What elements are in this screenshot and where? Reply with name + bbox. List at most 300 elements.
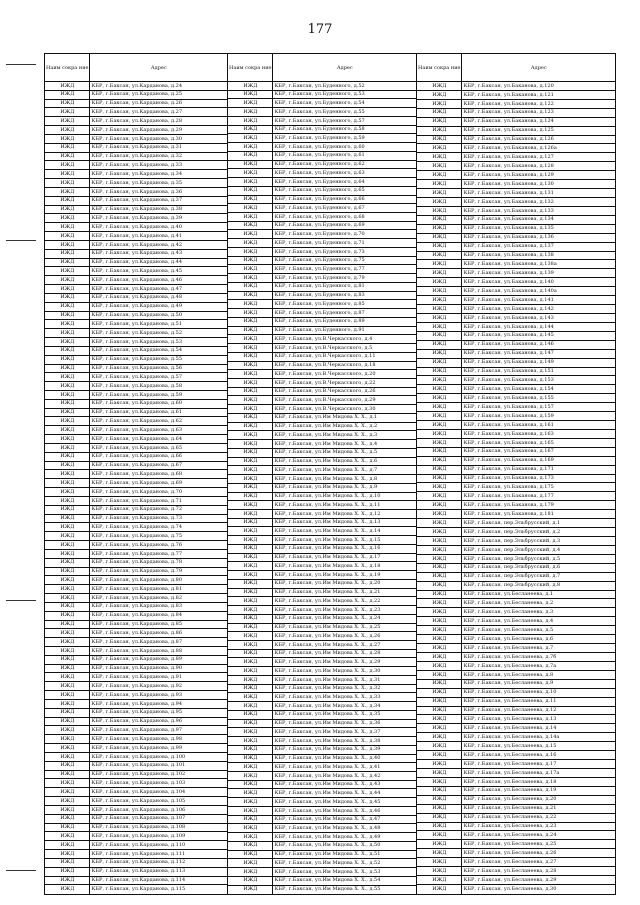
table-row: [417, 733, 616, 742]
table-row: [228, 247, 417, 256]
row-address: КБР, г.Баксан, ул.Буденного, д.83: [273, 291, 417, 300]
table-row: [228, 178, 417, 187]
table-row: [45, 532, 228, 541]
row-type: ИЖД: [228, 405, 273, 414]
row-address: КБР, г.Баксан, ул.Карданова, д.27: [90, 108, 228, 117]
row-type: ИЖД: [228, 151, 273, 160]
row-address: КБР, г.Баксан, ул.Карданова, д.61: [90, 408, 228, 417]
row-address: КБР, г.Баксан, ул.Баканова, д.165: [462, 438, 616, 447]
row-type: ИЖД: [45, 602, 90, 611]
table-row: [417, 563, 616, 572]
row-address: КБР, г.Баксан, ул.Баканова, д.151: [462, 367, 616, 376]
row-address: КБР, г.Баксан, ул.Им Мидова Х. Х., д.1: [273, 413, 417, 422]
table-row: [45, 629, 228, 638]
table-row: [417, 626, 616, 635]
row-address: КБР, г.Баксан, ул.Карданова, д.64: [90, 435, 228, 444]
table-row: [45, 232, 228, 241]
table-row: [45, 179, 228, 188]
row-address: КБР, г.Баксан, ул.В.Черкасского, д.20: [273, 370, 417, 379]
row-type: ИЖД: [417, 537, 462, 546]
row-type: ИЖД: [45, 823, 90, 832]
table-row: [228, 693, 417, 702]
row-type: ИЖД: [417, 305, 462, 314]
row-address: КБР, г.Баксан, ул.Баканова, д.134: [462, 215, 616, 224]
row-address: КБР, г.Баксан, ул.Карданова, д.40: [90, 223, 228, 232]
row-address: КБР, г.Баксан, ул.Им Мидова Х. Х., д.43: [273, 780, 417, 789]
table-row: [45, 408, 228, 417]
row-type: ИЖД: [228, 291, 273, 300]
table-row: [417, 635, 616, 644]
table-row: [417, 421, 616, 430]
row-address: КБР, г.Баксан, ул.Баканова, д.121: [462, 90, 616, 99]
row-address: КБР, г.Баксан, ул.Бесланеева, д.23: [462, 822, 616, 831]
row-address: КБР, г.Баксан, ул.Бесланеева, д.7а: [462, 661, 616, 670]
row-type: ИЖД: [417, 197, 462, 206]
row-address: КБР, г.Баксан, пер.Эльбрусский, д.6: [462, 563, 616, 572]
row-address: КБР, г.Баксан, ул.Им Мидова Х. Х., д.2: [273, 422, 417, 431]
table-row: [228, 291, 417, 300]
row-type: ИЖД: [417, 82, 462, 91]
table-row: [228, 143, 417, 152]
table-row: [45, 461, 228, 470]
row-type: ИЖД: [228, 125, 273, 134]
table-row: [228, 300, 417, 309]
row-type: ИЖД: [417, 394, 462, 403]
table-row: [228, 702, 417, 711]
row-type: ИЖД: [228, 710, 273, 719]
row-type: ИЖД: [228, 457, 273, 466]
row-address: КБР, г.Баксан, ул.Карданова, д.74: [90, 523, 228, 532]
row-address: КБР, г.Баксан, ул.Карданова, д.55: [90, 355, 228, 364]
row-address: КБР, г.Баксан, ул.Буденного, д.58: [273, 125, 417, 134]
row-address: КБР, г.Баксан, ул.Карданова, д.84: [90, 611, 228, 620]
table-row: [228, 195, 417, 204]
row-address: КБР, г.Баксан, ул.Баканова, д.167: [462, 447, 616, 456]
row-type: ИЖД: [417, 153, 462, 162]
table-row: [45, 99, 228, 108]
table-row: [228, 405, 417, 414]
row-address: КБР, г.Баксан, ул.Карданова, д.36: [90, 187, 228, 196]
row-address: КБР, г.Баксан, ул.Буденного, д.70: [273, 230, 417, 239]
row-type: ИЖД: [417, 804, 462, 813]
table-row: [45, 364, 228, 373]
table-row: [228, 806, 417, 815]
row-type: ИЖД: [417, 456, 462, 465]
row-address: КБР, г.Баксан, ул.Им Мидова Х. Х., д.25: [273, 623, 417, 632]
table-row: [45, 117, 228, 126]
table-row: [417, 189, 616, 198]
row-address: КБР, г.Баксан, ул.Карданова, д.109: [90, 832, 228, 841]
table-row: [45, 823, 228, 832]
row-type: ИЖД: [417, 545, 462, 554]
row-type: ИЖД: [228, 789, 273, 798]
row-type: ИЖД: [45, 117, 90, 126]
row-address: КБР, г.Баксан, ул.Баканова, д.147: [462, 349, 616, 358]
table-row: [45, 126, 228, 135]
row-type: ИЖД: [417, 644, 462, 653]
table-row: [228, 213, 417, 222]
table-row: [228, 667, 417, 676]
row-type: ИЖД: [228, 178, 273, 187]
table-row: [45, 382, 228, 391]
table-row: [417, 233, 616, 242]
row-address: КБР, г.Баксан, ул.Им Мидова Х. Х., д.10: [273, 492, 417, 501]
table-row: [417, 180, 616, 189]
table-row: [417, 82, 616, 91]
table-row: [228, 649, 417, 658]
table-row: [417, 554, 616, 563]
row-type: ИЖД: [45, 461, 90, 470]
row-address: КБР, г.Баксан, ул.Карданова, д.110: [90, 841, 228, 850]
table-row: [228, 352, 417, 361]
row-type: ИЖД: [45, 744, 90, 753]
row-address: КБР, г.Баксан, ул.Бесланеева, д.16: [462, 751, 616, 760]
row-type: ИЖД: [228, 623, 273, 632]
table-row: [417, 884, 616, 894]
table-row: [417, 99, 616, 108]
address-table-1: [44, 53, 228, 895]
row-address: КБР, г.Баксан, ул.Им Мидова Х. Х., д.54: [273, 876, 417, 885]
row-address: КБР, г.Баксан, ул.Баканова, д.140а: [462, 287, 616, 296]
table-row: [228, 859, 417, 868]
table-row: [228, 492, 417, 501]
table-row: [45, 779, 228, 788]
row-type: ИЖД: [228, 448, 273, 457]
table-row: [45, 214, 228, 223]
table-row: [228, 466, 417, 475]
table-row: [45, 143, 228, 152]
row-type: ИЖД: [45, 832, 90, 841]
row-type: ИЖД: [417, 126, 462, 135]
row-address: КБР, г.Баксан, ул.Баканова, д.181: [462, 510, 616, 519]
table-row: [417, 724, 616, 733]
table-row: [228, 151, 417, 160]
row-type: ИЖД: [228, 387, 273, 396]
row-type: ИЖД: [417, 581, 462, 590]
row-address: КБР, г.Баксан, ул.Карданова, д.81: [90, 585, 228, 594]
table-row: [45, 752, 228, 761]
row-address: КБР, г.Баксан, ул.Баканова, д.155: [462, 394, 616, 403]
table-row: [228, 571, 417, 580]
row-type: ИЖД: [228, 702, 273, 711]
row-address: КБР, г.Баксан, ул.В.Черкасского, д.26: [273, 387, 417, 396]
table-row: [45, 240, 228, 249]
table-row: [417, 287, 616, 296]
table-row: [228, 90, 417, 99]
row-address: КБР, г.Баксан, ул.Баканова, д.130: [462, 180, 616, 189]
row-type: ИЖД: [45, 187, 90, 196]
row-address: КБР, г.Баксан, ул.Карданова, д.102: [90, 770, 228, 779]
row-type: ИЖД: [45, 258, 90, 267]
row-address: КБР, г.Баксан, ул.Им Мидова Х. Х., д.37: [273, 728, 417, 737]
row-type: ИЖД: [417, 349, 462, 358]
row-type: ИЖД: [417, 242, 462, 251]
row-address: КБР, г.Баксан, ул.Бесланеева, д.21: [462, 804, 616, 813]
row-address: КБР, г.Баксан, ул.Им Мидова Х. Х., д.12: [273, 509, 417, 518]
row-address: КБР, г.Баксан, ул.Бесланеева, д.10: [462, 688, 616, 697]
table-row: [228, 632, 417, 641]
table-row: [417, 251, 616, 260]
row-type: ИЖД: [417, 180, 462, 189]
row-type: ИЖД: [417, 661, 462, 670]
row-address: КБР, г.Баксан, ул.Карданова, д.70: [90, 488, 228, 497]
row-address: КБР, г.Баксан, ул.Им Мидова Х. Х., д.5: [273, 448, 417, 457]
row-type: ИЖД: [228, 544, 273, 553]
table-row: [228, 606, 417, 615]
row-address: КБР, г.Баксан, ул.Им Мидова Х. Х., д.51: [273, 850, 417, 859]
row-type: ИЖД: [417, 412, 462, 421]
row-address: КБР, г.Баксан, ул.Баканова, д.146: [462, 340, 616, 349]
row-type: ИЖД: [417, 483, 462, 492]
row-type: ИЖД: [45, 567, 90, 576]
row-type: ИЖД: [45, 541, 90, 550]
table-row: [228, 256, 417, 265]
table-row: [45, 797, 228, 806]
table-row: [417, 545, 616, 554]
row-address: КБР, г.Баксан, ул.Им Мидова Х. Х., д.11: [273, 501, 417, 510]
table-row: [45, 699, 228, 708]
row-address: КБР, г.Баксан, ул.Карданова, д.92: [90, 682, 228, 691]
row-type: ИЖД: [417, 777, 462, 786]
row-type: ИЖД: [45, 496, 90, 505]
table-row: [228, 370, 417, 379]
row-address: КБР, г.Баксан, ул.Им Мидова Х. Х., д.44: [273, 789, 417, 798]
table-row: [228, 772, 417, 781]
row-type: ИЖД: [45, 134, 90, 143]
row-type: ИЖД: [228, 317, 273, 326]
row-type: ИЖД: [228, 501, 273, 510]
header-code: Наим сокра ние: [228, 54, 273, 82]
row-type: ИЖД: [45, 726, 90, 735]
table-row: [417, 867, 616, 876]
row-type: ИЖД: [228, 693, 273, 702]
row-address: КБР, г.Баксан, ул.Бесланеева, д.26: [462, 849, 616, 858]
table-row: [228, 728, 417, 737]
table-row: [417, 813, 616, 822]
table-row: [417, 358, 616, 367]
row-address: КБР, г.Баксан, ул.Карданова, д.44: [90, 258, 228, 267]
row-address: КБР, г.Баксан, ул.Буденного, д.54: [273, 99, 417, 108]
row-address: КБР, г.Баксан, ул.Им Мидова Х. Х., д.46: [273, 806, 417, 815]
table-row: [417, 340, 616, 349]
row-address: КБР, г.Баксан, ул.Буденного, д.64: [273, 178, 417, 187]
row-address: КБР, г.Баксан, ул.Им Мидова Х. Х., д.50: [273, 841, 417, 850]
row-type: ИЖД: [228, 632, 273, 641]
row-type: ИЖД: [228, 868, 273, 877]
table-row: [45, 567, 228, 576]
header-address: Адрес: [462, 54, 616, 82]
row-address: КБР, г.Баксан, пер.Эльбрусский, д.1: [462, 519, 616, 528]
row-address: КБР, г.Баксан, ул.Буденного, д.53: [273, 90, 417, 99]
row-address: КБР, г.Баксан, ул.Буденного, д.79: [273, 274, 417, 283]
row-type: ИЖД: [45, 858, 90, 867]
table-row: [417, 135, 616, 144]
table-row: [45, 90, 228, 99]
row-address: КБР, г.Баксан, ул.Карданова, д.75: [90, 532, 228, 541]
row-type: ИЖД: [45, 532, 90, 541]
table-row: [228, 501, 417, 510]
row-type: ИЖД: [417, 135, 462, 144]
row-type: ИЖД: [45, 390, 90, 399]
row-address: КБР, г.Баксан, ул.Бесланеева, д.28: [462, 867, 616, 876]
row-address: КБР, г.Баксан, ул.Карданова, д.34: [90, 170, 228, 179]
row-address: КБР, г.Баксан, ул.Карданова, д.96: [90, 717, 228, 726]
row-address: КБР, г.Баксан, ул.Им Мидова Х. Х., д.32: [273, 684, 417, 693]
row-address: КБР, г.Баксан, ул.Баканова, д.169: [462, 456, 616, 465]
row-address: КБР, г.Баксан, ул.Им Мидова Х. Х., д.41: [273, 763, 417, 772]
table-row: [417, 153, 616, 162]
table-row: [228, 239, 417, 248]
table-row: [417, 215, 616, 224]
row-type: ИЖД: [228, 798, 273, 807]
row-type: ИЖД: [228, 859, 273, 868]
table-row: [417, 858, 616, 867]
row-address: КБР, г.Баксан, ул.Бесланеева, д.2: [462, 599, 616, 608]
table-row: [228, 378, 417, 387]
table-row: [417, 751, 616, 760]
row-address: КБР, г.Баксан, ул.Баканова, д.137: [462, 242, 616, 251]
row-type: ИЖД: [417, 331, 462, 340]
row-type: ИЖД: [45, 443, 90, 452]
row-type: ИЖД: [228, 186, 273, 195]
table-row: [228, 780, 417, 789]
row-address: КБР, г.Баксан, ул.Баканова, д.129: [462, 171, 616, 180]
row-type: ИЖД: [228, 571, 273, 580]
row-type: ИЖД: [45, 196, 90, 205]
table-row: [417, 108, 616, 117]
row-address: КБР, г.Баксан, ул.Бесланеева, д.1: [462, 590, 616, 599]
row-address: КБР, г.Баксан, ул.Бесланеева, д.29: [462, 876, 616, 885]
row-type: ИЖД: [417, 768, 462, 777]
row-address: КБР, г.Баксан, ул.Карданова, д.87: [90, 638, 228, 647]
row-address: КБР, г.Баксан, ул.Буденного, д.57: [273, 116, 417, 125]
table-row: [417, 795, 616, 804]
table-row: [417, 876, 616, 885]
row-type: ИЖД: [228, 247, 273, 256]
table-row: [45, 152, 228, 161]
row-type: ИЖД: [45, 214, 90, 223]
row-address: КБР, г.Баксан, ул.Им Мидова Х. Х., д.21: [273, 588, 417, 597]
row-type: ИЖД: [417, 572, 462, 581]
row-type: ИЖД: [45, 417, 90, 426]
row-type: ИЖД: [228, 719, 273, 728]
table-row: [228, 274, 417, 283]
row-type: ИЖД: [45, 99, 90, 108]
table-row: [228, 719, 417, 728]
table-row: [45, 170, 228, 179]
row-address: КБР, г.Баксан, ул.Им Мидова Х. Х., д.13: [273, 518, 417, 527]
row-address: КБР, г.Баксан, ул.Бесланеева, д.27: [462, 858, 616, 867]
row-address: КБР, г.Баксан, ул.Бесланеева, д.22: [462, 813, 616, 822]
row-type: ИЖД: [45, 788, 90, 797]
table-row: [417, 715, 616, 724]
row-type: ИЖД: [228, 728, 273, 737]
row-address: КБР, г.Баксан, ул.Баканова, д.139: [462, 269, 616, 278]
row-address: КБР, г.Баксан, ул.Буденного, д.75: [273, 256, 417, 265]
row-type: ИЖД: [45, 885, 90, 895]
table-row: [228, 876, 417, 885]
row-type: ИЖД: [417, 724, 462, 733]
row-address: КБР, г.Баксан, ул.Баканова, д.138: [462, 251, 616, 260]
row-type: ИЖД: [45, 90, 90, 99]
row-address: КБР, г.Баксан, ул.Баканова, д.153: [462, 376, 616, 385]
row-address: КБР, г.Баксан, ул.Карданова, д.32: [90, 152, 228, 161]
row-type: ИЖД: [417, 99, 462, 108]
row-type: ИЖД: [417, 492, 462, 501]
row-address: КБР, г.Баксан, ул.Им Мидова Х. Х., д.34: [273, 702, 417, 711]
table-row: [228, 457, 417, 466]
row-type: ИЖД: [228, 143, 273, 152]
row-address: КБР, г.Баксан, ул.Бесланеева, д.24: [462, 831, 616, 840]
row-type: ИЖД: [417, 876, 462, 885]
row-address: КБР, г.Баксан, ул.Карданова, д.94: [90, 699, 228, 708]
row-address: КБР, г.Баксан, ул.Баканова, д.142: [462, 305, 616, 314]
table-row: [228, 309, 417, 318]
row-type: ИЖД: [228, 579, 273, 588]
table-row: [45, 496, 228, 505]
table-row: [45, 346, 228, 355]
table-row: [417, 840, 616, 849]
row-address: КБР, г.Баксан, ул.Им Мидова Х. Х., д.45: [273, 798, 417, 807]
row-address: КБР, г.Баксан, ул.Карданова, д.98: [90, 735, 228, 744]
table-row: [417, 322, 616, 331]
table-row: [417, 438, 616, 447]
margin-mark: [6, 870, 36, 871]
row-type: ИЖД: [45, 841, 90, 850]
row-type: ИЖД: [45, 805, 90, 814]
row-address: КБР, г.Баксан, ул.Им Мидова Х. Х., д.27: [273, 641, 417, 650]
row-address: КБР, г.Баксан, ул.Карданова, д.31: [90, 143, 228, 152]
table-row: [228, 483, 417, 492]
row-address: КБР, г.Баксан, ул.Карданова, д.43: [90, 249, 228, 258]
row-type: ИЖД: [417, 858, 462, 867]
row-address: КБР, г.Баксан, ул.Баканова, д.125: [462, 126, 616, 135]
row-type: ИЖД: [45, 108, 90, 117]
row-type: ИЖД: [45, 399, 90, 408]
row-address: КБР, г.Баксан, ул.В.Черкасского, д.29: [273, 396, 417, 405]
row-address: КБР, г.Баксан, ул.Карданова, д.85: [90, 620, 228, 629]
row-type: ИЖД: [45, 302, 90, 311]
table-row: [45, 885, 228, 895]
table-row: [45, 770, 228, 779]
table-row: [228, 798, 417, 807]
row-type: ИЖД: [228, 833, 273, 842]
table-row: [45, 647, 228, 656]
row-type: ИЖД: [417, 528, 462, 537]
row-type: ИЖД: [417, 162, 462, 171]
row-type: ИЖД: [45, 752, 90, 761]
row-type: ИЖД: [228, 475, 273, 484]
table-row: [417, 278, 616, 287]
table-row: [417, 456, 616, 465]
row-type: ИЖД: [45, 470, 90, 479]
table-row: [417, 786, 616, 795]
address-table-3: [416, 53, 616, 895]
row-address: КБР, г.Баксан, ул.Баканова, д.133: [462, 206, 616, 215]
row-type: ИЖД: [228, 597, 273, 606]
row-type: ИЖД: [228, 82, 273, 91]
table-row: [45, 311, 228, 320]
row-type: ИЖД: [417, 813, 462, 822]
row-type: ИЖД: [45, 779, 90, 788]
table-row: [228, 361, 417, 370]
header-address: Адрес: [273, 54, 417, 82]
row-type: ИЖД: [228, 230, 273, 239]
row-type: ИЖД: [417, 822, 462, 831]
row-address: КБР, г.Баксан, ул.Карданова, д.99: [90, 744, 228, 753]
row-type: ИЖД: [417, 421, 462, 430]
row-type: ИЖД: [417, 715, 462, 724]
